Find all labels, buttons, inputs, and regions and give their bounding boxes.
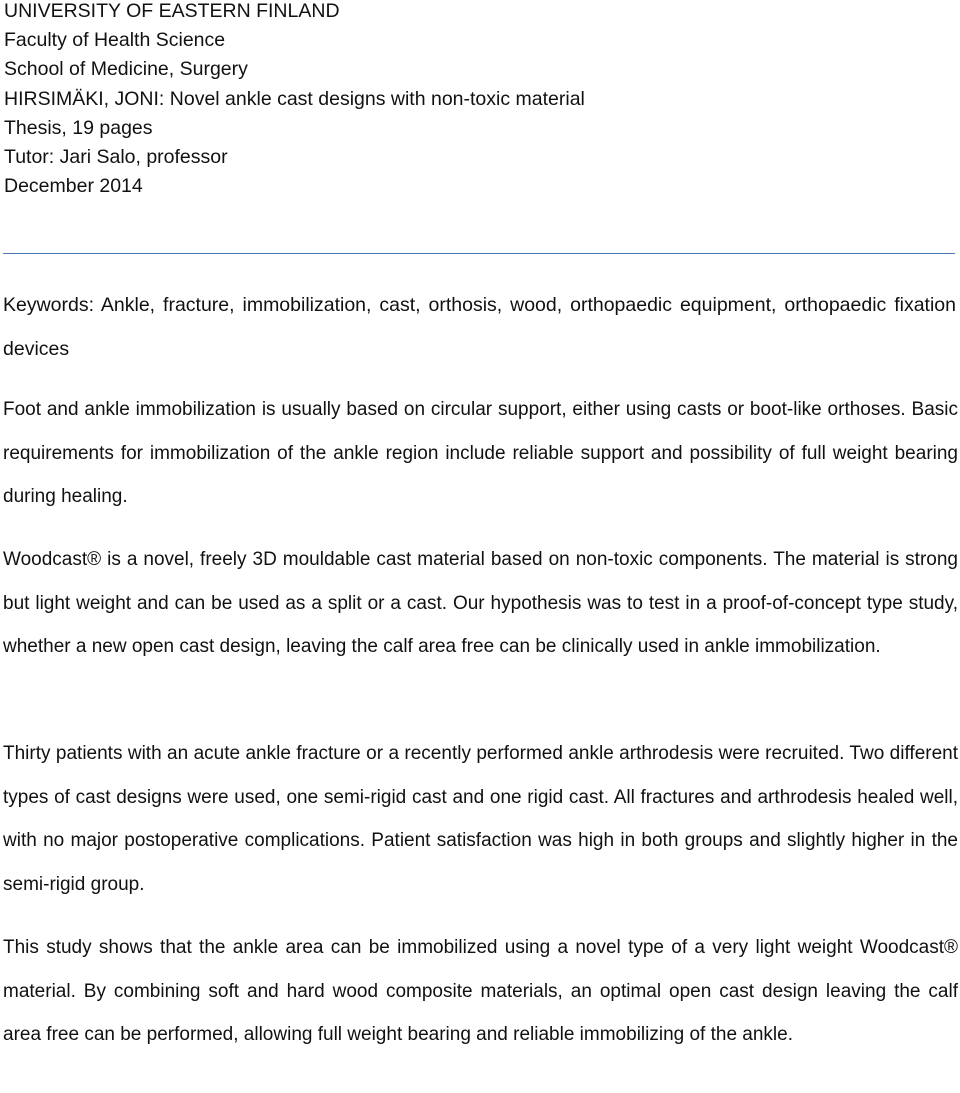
author-and-title: HIRSIMÄKI, JONI: Novel ankle cast designs with non-toxic material	[4, 87, 585, 110]
abstract-paragraph-4: This study shows that the ankle area can be immobilized using a novel type of a very light weight Woodcast® material. By combining soft and hard wood composite materials, an optimal open cast design leaving the calf area free can be performed, allowing full weight bearing and reliable immobilizing of the ankle.	[3, 937, 958, 1046]
keywords: Keywords: Ankle, fracture, immobilization, cast, orthosis, wood, orthopaedic equipment, orthopaedic fixation devices	[3, 294, 956, 360]
date: December 2014	[4, 175, 143, 198]
faculty-name: Faculty of Health Science	[4, 29, 226, 52]
university-name: UNIVERSITY OF EASTERN FINLAND	[4, 0, 340, 22]
horizontal-divider	[3, 253, 955, 254]
abstract-paragraph-2: Woodcast® is a novel, freely 3D mouldable cast material based on non-toxic components. The material is strong but light weight and can be used as a split or a cast. Our hypothesis was to test in a proof-of-concept type study, whether a new open cast design, leaving the calf area free can be clinically used in ankle immobilization.	[3, 549, 958, 658]
school-name: School of Medicine, Surgery	[4, 58, 248, 81]
tutor: Tutor: Jari Salo, professor	[4, 146, 228, 169]
abstract-paragraph-3: Thirty patients with an acute ankle fracture or a recently performed ankle arthrodesis were recruited. Two different types of cast designs were used, one semi-rigid cast and one rigid cast. All fractures and arthrodesis healed well, with no major postoperative complications. Patient satisfaction was high in both groups and slightly higher in the semi-rigid group.	[3, 743, 958, 895]
abstract-paragraph-1: Foot and ankle immobilization is usually based on circular support, either using casts or boot-like orthoses. Basic requirements for immobilization of the ankle region include reliable support and possibility of full weight bearing during healing.	[3, 399, 958, 508]
document-header	[4, 0, 585, 201]
thesis-pages: Thesis, 19 pages	[4, 116, 153, 139]
